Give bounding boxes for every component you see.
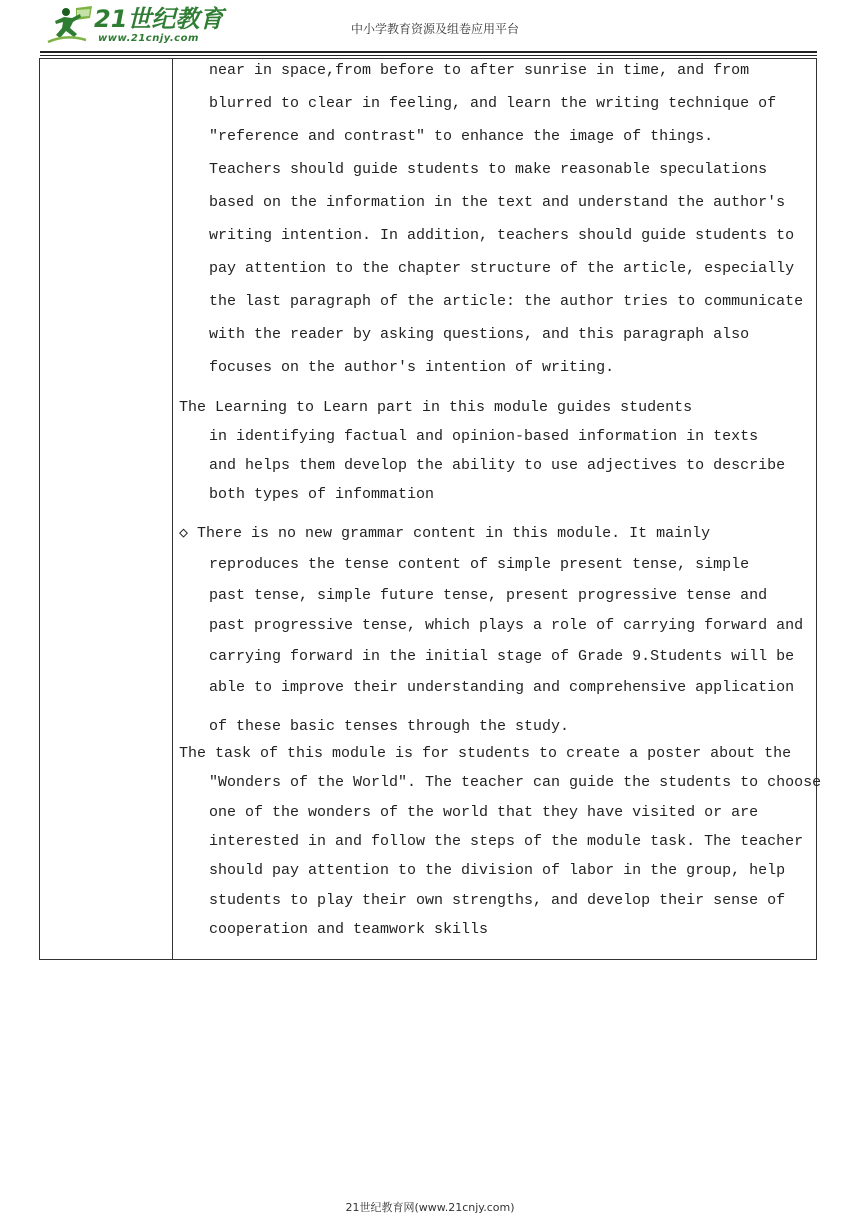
text-line: The Learning to Learn part in this module guides students [179,399,693,416]
header-divider-thin [40,55,817,56]
text-line: past progressive tense, which plays a role of carrying forward and [209,617,804,634]
content-table [39,58,822,960]
logo-brand-text: 21世纪教育 [94,5,224,33]
text-line: in identifying factual and opinion-based information in texts [209,428,759,445]
text-line: students to play their own strengths, and develop their sense of [209,892,786,909]
table-left-column [40,59,173,959]
text-line: one of the wonders of the world that they have visited or are [209,804,759,821]
text-line: Teachers should guide students to make reasonable speculations [209,161,768,178]
text-line: pay attention to the chapter structure of the article, especially [209,260,795,277]
text-line: focuses on the author's intention of writing. [209,359,615,376]
text-line: interested in and follow the steps of the module task. The teacher [209,833,804,850]
text-line: and helps them develop the ability to use adjectives to describe [209,457,786,474]
text-line: of these basic tenses through the study. [209,718,570,735]
text-line: should pay attention to the division of labor in the group, help [209,862,786,879]
text-line: "Wonders of the World". The teacher can guide the students to choose [209,774,822,791]
text-line: reproduces the tense content of simple present tense, simple [209,556,750,573]
text-line: carrying forward in the initial stage of Grade 9.Students will be [209,648,795,665]
text-line: "reference and contrast" to enhance the image of things. [209,128,714,145]
text-line: able to improve their understanding and comprehensive application [209,679,795,696]
page-footer[interactable]: 21世纪教育网(www.21cnjy.com) [345,1201,515,1214]
header-divider-thick [40,51,817,53]
text-line: The task of this module is for students to create a poster about the [179,745,792,762]
text-line: writing intention. In addition, teachers should guide students to [209,227,795,244]
logo-url-text: www.21cnjy.com [98,33,199,44]
text-line: blurred to clear in feeling, and learn the writing technique of [209,95,777,112]
text-line: based on the information in the text and understand the author's [209,194,786,211]
text-line: past tense, simple future tense, present progressive tense and [209,587,768,604]
text-line: both types of infommation [209,486,435,503]
text-line: the last paragraph of the article: the author tries to communicate [209,293,804,310]
text-line: with the reader by asking questions, and this paragraph also [209,326,750,343]
table-content-cell [173,59,822,959]
platform-title: 中小学教育资源及组卷应用平台 [350,22,519,36]
text-line: ◇ There is no new grammar content in this module. It mainly [179,525,711,542]
text-line: cooperation and teamwork skills [209,921,489,938]
text-line: near in space,from before to after sunrise in time, and from [209,62,750,79]
